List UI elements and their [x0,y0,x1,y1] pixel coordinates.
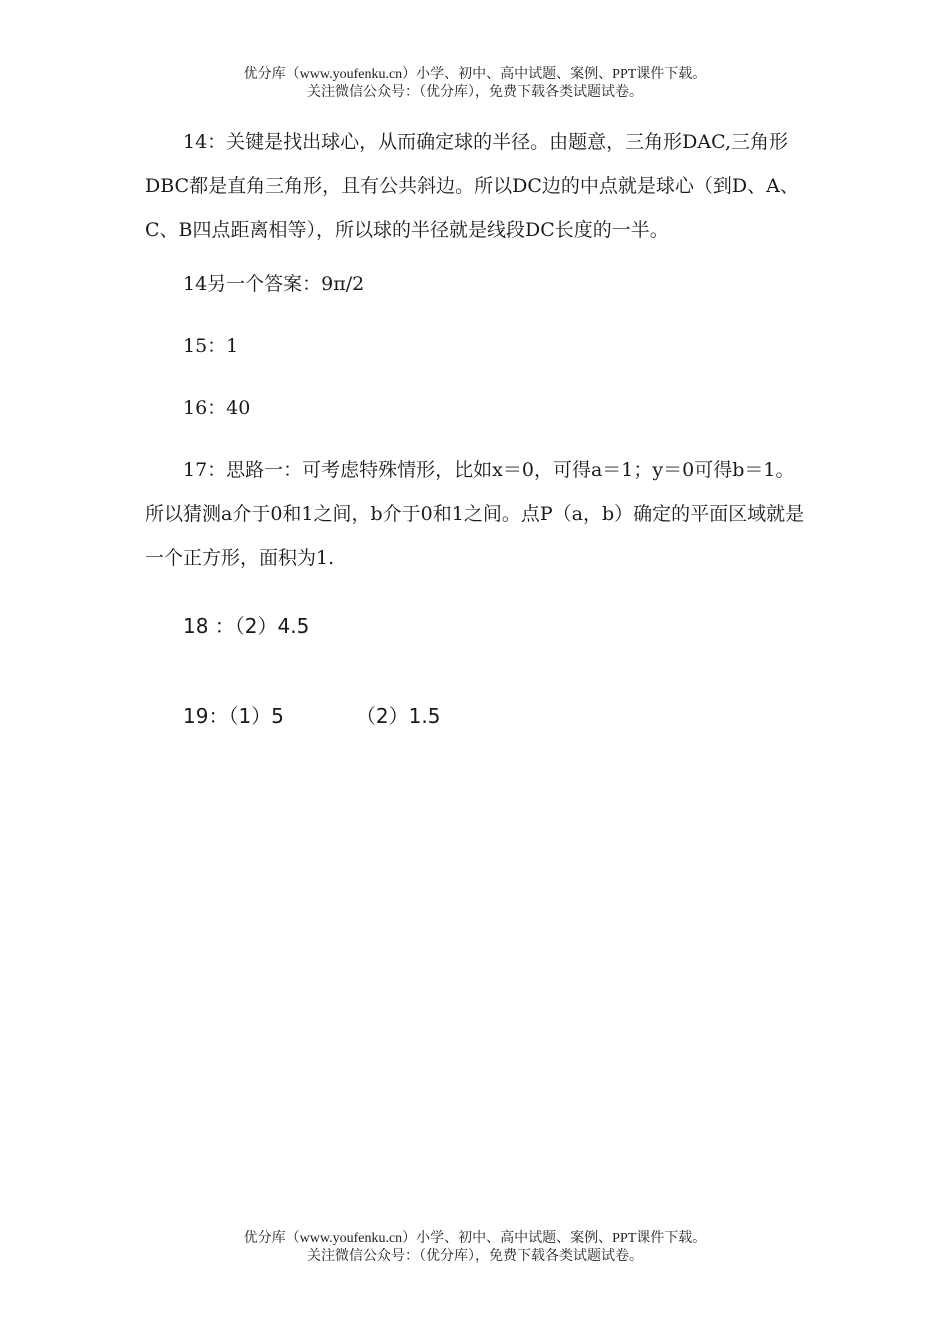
answer-17: 17：思路一：可考虑特殊情形，比如x＝0，可得a＝1；y＝0可得b＝1。所以猜测a介于0和1之间，b介于0和1之间。点P（a，b）确定的平面区域就是一个正方形，面积为1. [145,459,805,569]
answer-18: 18 ：（2）4.5 [183,614,310,638]
answer-19 [145,702,810,730]
answer-content [145,120,810,730]
header-line-1: 优分库（www.youfenku.cn）小学、初中、高中试题、案例、PPT课件下载。 [243,67,707,82]
page-header [0,66,950,102]
answer-19-part-2: （2）1.5 [355,704,441,728]
header-line-2: 关注微信公众号：（优分库），免费下载各类试题试卷。 [307,85,643,100]
answer-14: 14：关键是找出球心，从而确定球的半径。由题意，三角形DAC,三角形DBC都是直角三角形，且有公共斜边。所以DC边的中点就是球心（到D、A、C、B四点距离相等），所以球的半径就是线段DC长度的一半。 [145,131,799,241]
footer-line-1: 优分库（www.youfenku.cn）小学、初中、高中试题、案例、PPT课件下载。 [243,1231,707,1246]
page-footer [0,1230,950,1266]
answer-15: 15：1 [183,335,239,357]
answer-14-alternative: 14另一个答案：9π/2 [183,273,365,295]
footer-line-2: 关注微信公众号：（优分库），免费下载各类试题试卷。 [307,1249,643,1264]
answer-19-part-1: 19：（1）5 [183,704,284,728]
answer-16: 16：40 [183,397,251,419]
